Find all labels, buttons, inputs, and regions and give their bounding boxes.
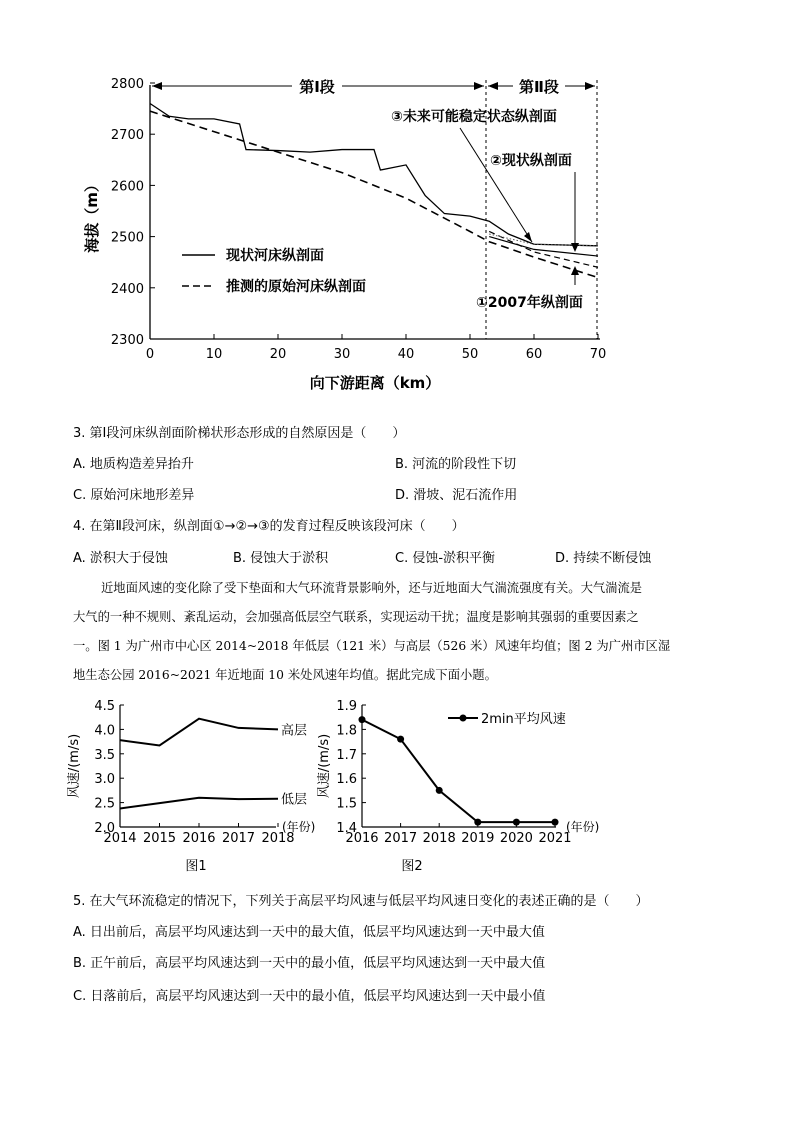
passage-line: 地生态公园 2016~2021 年近地面 10 米处风速年均值。据此完成下面小题。 <box>73 668 497 682</box>
fig1-x-tick-label: 2018 <box>261 831 295 846</box>
legend-dashed-label: 推测的原始河床纵剖面 <box>226 279 366 295</box>
fig2-y-tick-label: 1.6 <box>336 772 357 788</box>
fig2-y-tick-label: 1.8 <box>336 723 357 739</box>
river-profile-chart <box>60 70 640 400</box>
profile-x-tick-label: 60 <box>525 347 543 362</box>
profile-x-label: 向下游距离（km） <box>309 374 441 392</box>
passage-line: 近地面风速的变化除了受下垫面和大气环流背景影响外，还与近地面大气湍流强度有关。大气湍流是 <box>101 581 643 595</box>
fig1-y-tick-label: 3.5 <box>94 747 115 763</box>
callout-2: ②现状纵剖面 <box>490 153 572 169</box>
fig2-y-tick-label: 1.7 <box>336 747 357 763</box>
q5-option-b[interactable]: B. 正午前后，高层平均风速达到一天中的最小值，低层平均风速达到一天中最大值 <box>73 956 546 971</box>
fig2-point <box>359 716 366 723</box>
fig1-title: 图1 <box>185 859 207 874</box>
profile-y-tick-label: 2600 <box>110 179 144 195</box>
fig1-x-tick-label: 2017 <box>221 831 256 846</box>
fig2-y-tick-label: 1.9 <box>336 699 357 714</box>
q4-stem: 4. 在第Ⅱ段河床，纵剖面①→②→③的发育过程反映该段河床（ ） <box>73 519 465 534</box>
wind-chart-1 <box>66 695 326 880</box>
profile-y-label: 海拔（m） <box>83 177 101 253</box>
fig2-y-label: 风速/(m/s) <box>317 733 332 799</box>
passage <box>73 574 721 690</box>
fig2-x-tick-label: 2021 <box>538 831 572 846</box>
profile-y-tick-label: 2800 <box>110 77 144 92</box>
fig2-legend-label: 2min平均风速 <box>481 712 566 727</box>
fig2-point <box>513 819 520 826</box>
q5-option-c[interactable]: C. 日落前后，高层平均风速达到一天中的最小值，低层平均风速达到一天中最小值 <box>73 989 546 1004</box>
fig1-y-tick-label: 2.0 <box>94 821 115 836</box>
callout-3: ③未来可能稳定状态纵剖面 <box>391 109 557 125</box>
profile-y-tick-label: 2700 <box>110 128 144 144</box>
fig2-legend-marker <box>460 715 467 722</box>
fig1-y-tick-label: 3.0 <box>94 772 115 788</box>
section2-left-arrowhead <box>488 82 498 90</box>
fig1-line-0 <box>120 719 278 746</box>
fig2-point <box>436 787 443 794</box>
fig1-series-label: 低层 <box>281 792 308 808</box>
fig2-point <box>474 819 481 826</box>
q4-option-d[interactable]: D. 持续不断侵蚀 <box>555 551 652 566</box>
fig1-series-label: 高层 <box>281 723 308 739</box>
fig2-title: 图2 <box>401 859 423 874</box>
profile-x-tick-label: 70 <box>589 347 607 362</box>
q5-option-a[interactable]: A. 日出前后，高层平均风速达到一天中的最大值，低层平均风速达到一天中最大值 <box>73 925 545 940</box>
profile-x-tick-label: 0 <box>145 347 155 362</box>
profile-series-present <box>489 237 598 256</box>
profile-series-original <box>150 111 598 277</box>
q4-option-c[interactable]: C. 侵蚀-淤积平衡 <box>395 551 496 566</box>
fig2-y-tick-label: 1.4 <box>336 821 357 836</box>
profile-y-tick-label: 2500 <box>110 230 144 246</box>
fig1-y-label: 风速/(m/s) <box>67 733 82 799</box>
callout-1: ①2007年纵剖面 <box>476 295 583 311</box>
section2-label: 第Ⅱ段 <box>519 78 559 96</box>
section1-right-arrowhead <box>474 82 484 90</box>
passage-line: 大气的一种不规则、紊乱运动，会加强高低层空气联系，实现运动干扰；温度是影响其强弱的重要因素之 <box>73 610 639 624</box>
profile-x-tick-label: 40 <box>397 347 415 362</box>
fig1-y-tick-label: 4.5 <box>94 699 115 714</box>
callout-3-leader <box>460 128 532 242</box>
fig1-x-tick-label: 2014 <box>103 831 137 846</box>
q4-option-b[interactable]: B. 侵蚀大于淤积 <box>233 551 329 566</box>
profile-x-tick-label: 30 <box>333 347 351 362</box>
fig2-x-tick-label: 2016 <box>345 831 379 846</box>
fig1-x-unit: (年份) <box>282 820 316 834</box>
fig2-x-unit: (年份) <box>566 820 600 834</box>
profile-y-tick-label: 2300 <box>110 333 144 348</box>
profile-series-2007 <box>489 231 598 267</box>
q3-option-c[interactable]: C. 原始河床地形差异 <box>73 488 195 503</box>
fig2-x-tick-label: 2020 <box>499 831 533 846</box>
q4-option-a[interactable]: A. 淤积大于侵蚀 <box>73 551 168 566</box>
q3-stem: 3. 第Ⅰ段河床纵剖面阶梯状形态形成的自然原因是（ ） <box>73 426 406 441</box>
profile-x-tick-label: 20 <box>269 347 287 362</box>
q3-option-a[interactable]: A. 地质构造差异抬升 <box>73 457 194 472</box>
fig2-x-tick-label: 2018 <box>422 831 456 846</box>
passage-line: 一。图 1 为广州市中心区 2014~2018 年低层（121 米）与高层（526 米）风速年均值；图 2 为广州市区湿 <box>73 639 671 653</box>
fig1-line-1 <box>120 798 278 809</box>
fig2-line-0 <box>362 720 555 822</box>
section2-right-arrowhead <box>585 82 595 90</box>
fig1-x-tick-label: 2015 <box>142 831 177 846</box>
profile-x-tick-label: 50 <box>461 347 479 362</box>
fig2-x-tick-label: 2019 <box>461 831 495 846</box>
fig2-x-tick-label: 2017 <box>384 831 418 846</box>
fig2-point <box>552 819 559 826</box>
legend-solid-label: 现状河床纵剖面 <box>226 248 324 264</box>
q3-option-b[interactable]: B. 河流的阶段性下切 <box>395 457 517 472</box>
fig2-point <box>397 736 404 743</box>
fig2-y-tick-label: 1.5 <box>336 796 357 812</box>
fig1-x-tick-label: 2016 <box>182 831 216 846</box>
q3-option-d[interactable]: D. 滑坡、泥石流作用 <box>395 488 518 503</box>
wind-chart-2 <box>316 695 636 880</box>
fig1-y-tick-label: 4.0 <box>94 723 115 739</box>
profile-x-tick-label: 10 <box>205 347 223 362</box>
section1-label: 第Ⅰ段 <box>299 78 335 96</box>
q5-stem: 5. 在大气环流稳定的情况下，下列关于高层平均风速与低层平均风速日变化的表述正确的是（ ） <box>73 894 649 909</box>
fig1-y-tick-label: 2.5 <box>94 796 115 812</box>
profile-y-tick-label: 2400 <box>110 281 144 297</box>
